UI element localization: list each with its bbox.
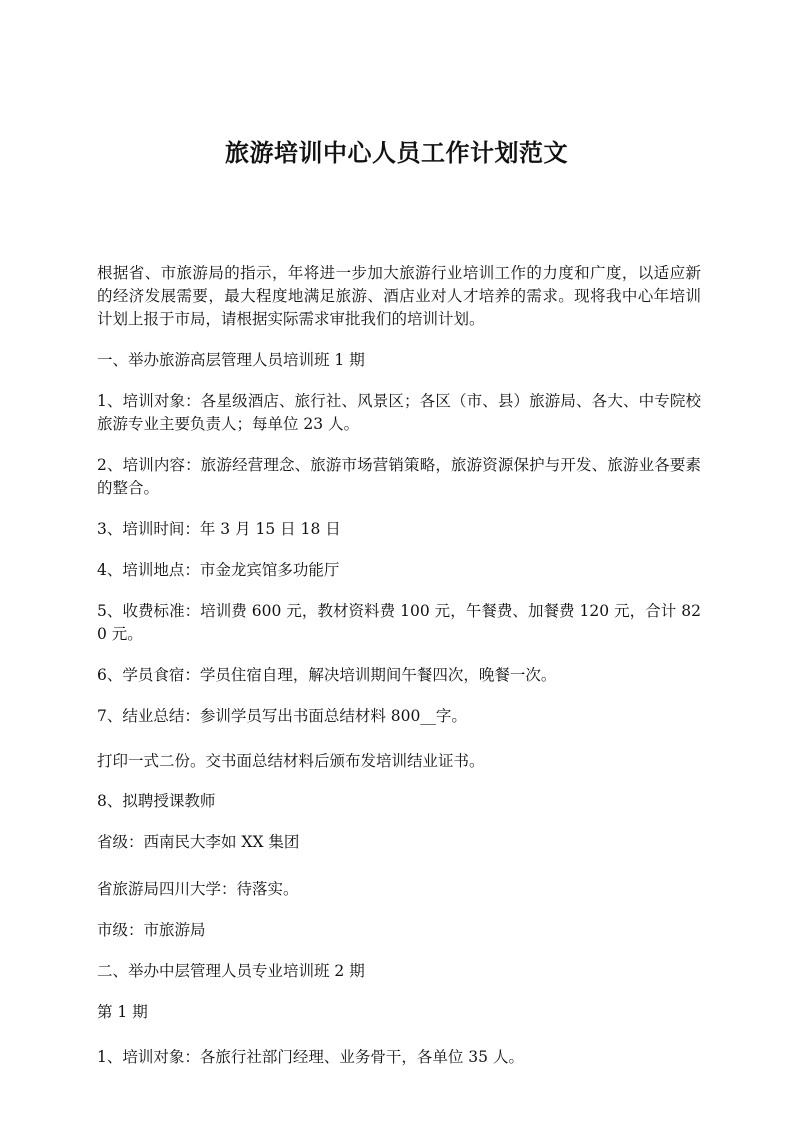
list-item: 1、培训对象：各星级酒店、旅行社、风景区；各区（市、县）旅游局、各大、中专院校旅游专业主要负责人；每单位 23 人。 <box>97 392 701 433</box>
intro-paragraph: 根据省、市旅游局的指示，年将进一步加大旅游行业培训工作的力度和广度，以适应新的经济发展需要，最大程度地满足旅游、酒店业对人才培养的需求。现将我中心年培训计划上报于市局，请根据实际需求审批我们的培训计划。 <box>97 264 701 328</box>
paragraph: 市级：市旅游局 <box>97 921 206 939</box>
list-item: 3、培训时间：年 3 月 15 日 18 日 <box>97 520 341 538</box>
document-title: 旅游培训中心人员工作计划范文 <box>225 138 568 167</box>
paragraph: 省旅游局四川大学：待落实。 <box>97 880 299 898</box>
section-heading-2: 二、举办中层管理人员专业培训班 2 期 <box>97 962 365 980</box>
paragraph: 打印一式二份。交书面总结材料后颁布发培训结业证书。 <box>97 752 485 770</box>
list-item: 5、收费标准：培训费 600 元，教材资料费 100 元，午餐费、加餐费 120 元，合计 820 元。 <box>97 602 701 643</box>
paragraph: 第 1 期 <box>97 1003 148 1021</box>
list-item: 2、培训内容：旅游经营理念、旅游市场营销策略，旅游资源保护与开发、旅游业各要素的整合。 <box>97 456 701 497</box>
list-item: 8、拟聘授课教师 <box>97 792 216 810</box>
document-body <box>97 262 701 1069</box>
list-item: 6、学员食宿：学员住宿自理，解决培训期间午餐四次，晚餐一次。 <box>97 666 557 684</box>
paragraph: 省级：西南民大李如 XX 集团 <box>97 833 300 851</box>
section-heading-1: 一、举办旅游高层管理人员培训班 1 期 <box>97 351 365 369</box>
list-item: 4、培训地点：市金龙宾馆多功能厅 <box>97 561 340 579</box>
list-item: 7、结业总结：参训学员写出书面总结材料 800__字。 <box>97 707 467 725</box>
list-item: 1、培训对象：各旅行社部门经理、业务骨干，各单位 35 人。 <box>97 1048 524 1066</box>
